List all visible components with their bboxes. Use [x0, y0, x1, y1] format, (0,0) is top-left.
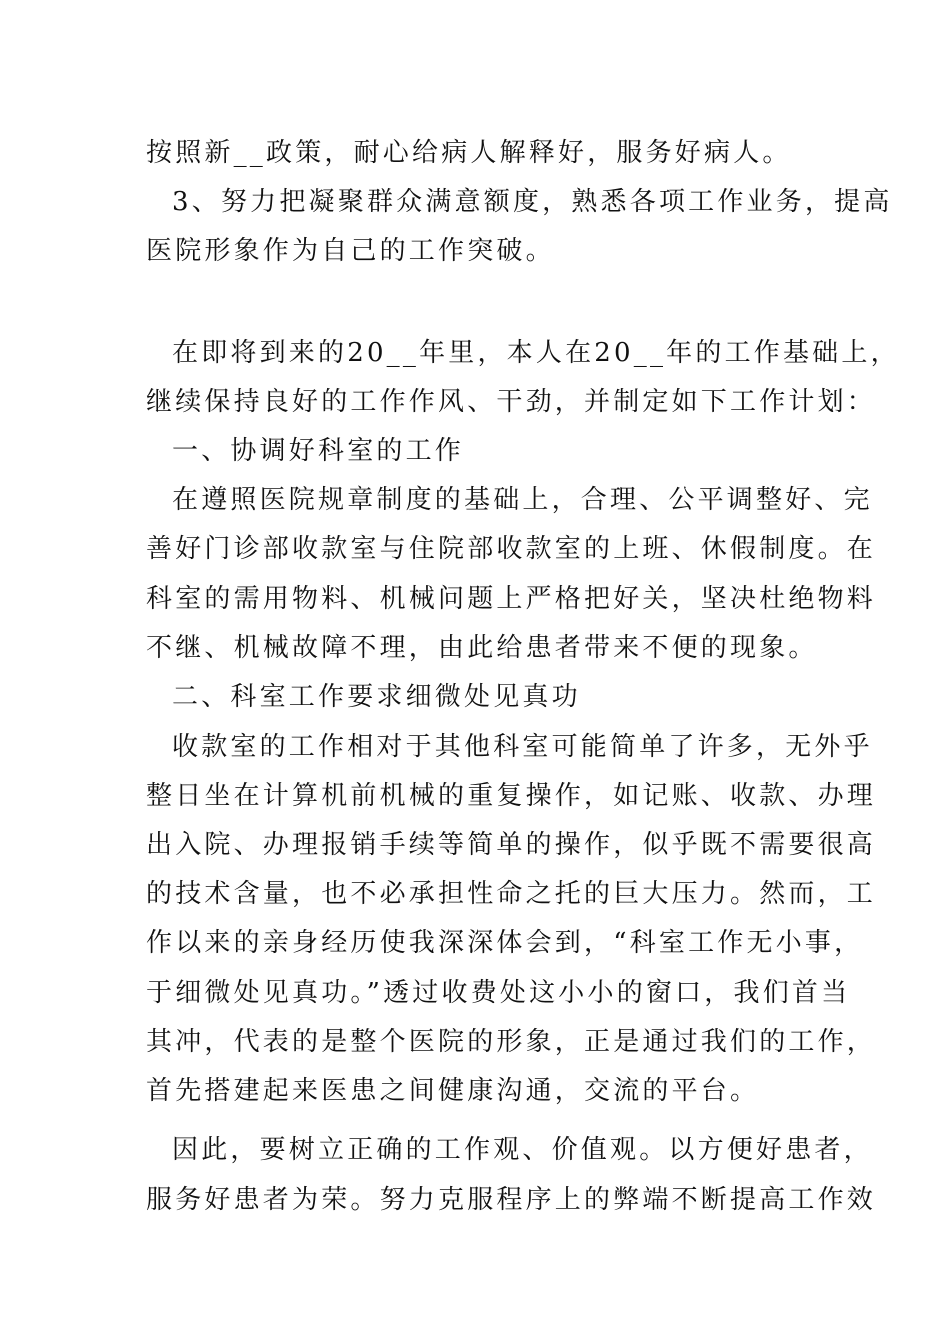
paragraph-line: 按照新__政策，耐心给病人解释好，服务好病人。 [146, 138, 792, 168]
paragraph-line: 出入院、办理报销手续等简单的操作，似乎既不需要很高 [146, 830, 877, 860]
paragraph-line: 的技术含量，也不必承担性命之托的巨大压力。然而，工 [146, 879, 877, 909]
paragraph-line: 整日坐在计算机前机械的重复操作，如记账、收款、办理 [146, 781, 877, 811]
section-heading: 二、科室工作要求细微处见真功 [172, 682, 581, 712]
paragraph-line: 在即将到来的20__年里，本人在20__年的工作基础上， [172, 338, 900, 368]
paragraph-line: 继续保持良好的工作作风、干劲，并制定如下工作计划： [146, 387, 877, 417]
paragraph-line: 不继、机械故障不理，由此给患者带来不便的现象。 [146, 633, 818, 663]
paragraph-line: 医院形象作为自己的工作突破。 [146, 236, 555, 266]
paragraph-line: 首先搭建起来医患之间健康沟通，交流的平台。 [146, 1076, 760, 1106]
paragraph-line: 善好门诊部收款室与住院部收款室的上班、休假制度。在 [146, 534, 877, 564]
paragraph-line: 科室的需用物料、机械问题上严格把好关，坚决杜绝物料 [146, 584, 877, 614]
paragraph-line: 因此，要树立正确的工作观、价值观。以方便好患者， [172, 1135, 873, 1165]
paragraph-line: 服务好患者为荣。努力克服程序上的弊端不断提高工作效 [146, 1185, 877, 1215]
paragraph-line: 在遵照医院规章制度的基础上，合理、公平调整好、完 [172, 485, 873, 515]
paragraph-line: 作以来的亲身经历使我深深体会到，“科室工作无小事， [146, 928, 864, 958]
section-heading: 一、协调好科室的工作 [172, 436, 465, 466]
paragraph-line: 于细微处见真功。”透过收费处这小小的窗口，我们首当 [146, 978, 851, 1008]
paragraph-line: 收款室的工作相对于其他科室可能简单了许多，无外乎 [172, 732, 873, 762]
paragraph-line: 其冲，代表的是整个医院的形象，正是通过我们的工作， [146, 1027, 877, 1057]
paragraph-line: 3、努力把凝聚群众满意额度，熟悉各项工作业务，提高 [172, 187, 893, 217]
